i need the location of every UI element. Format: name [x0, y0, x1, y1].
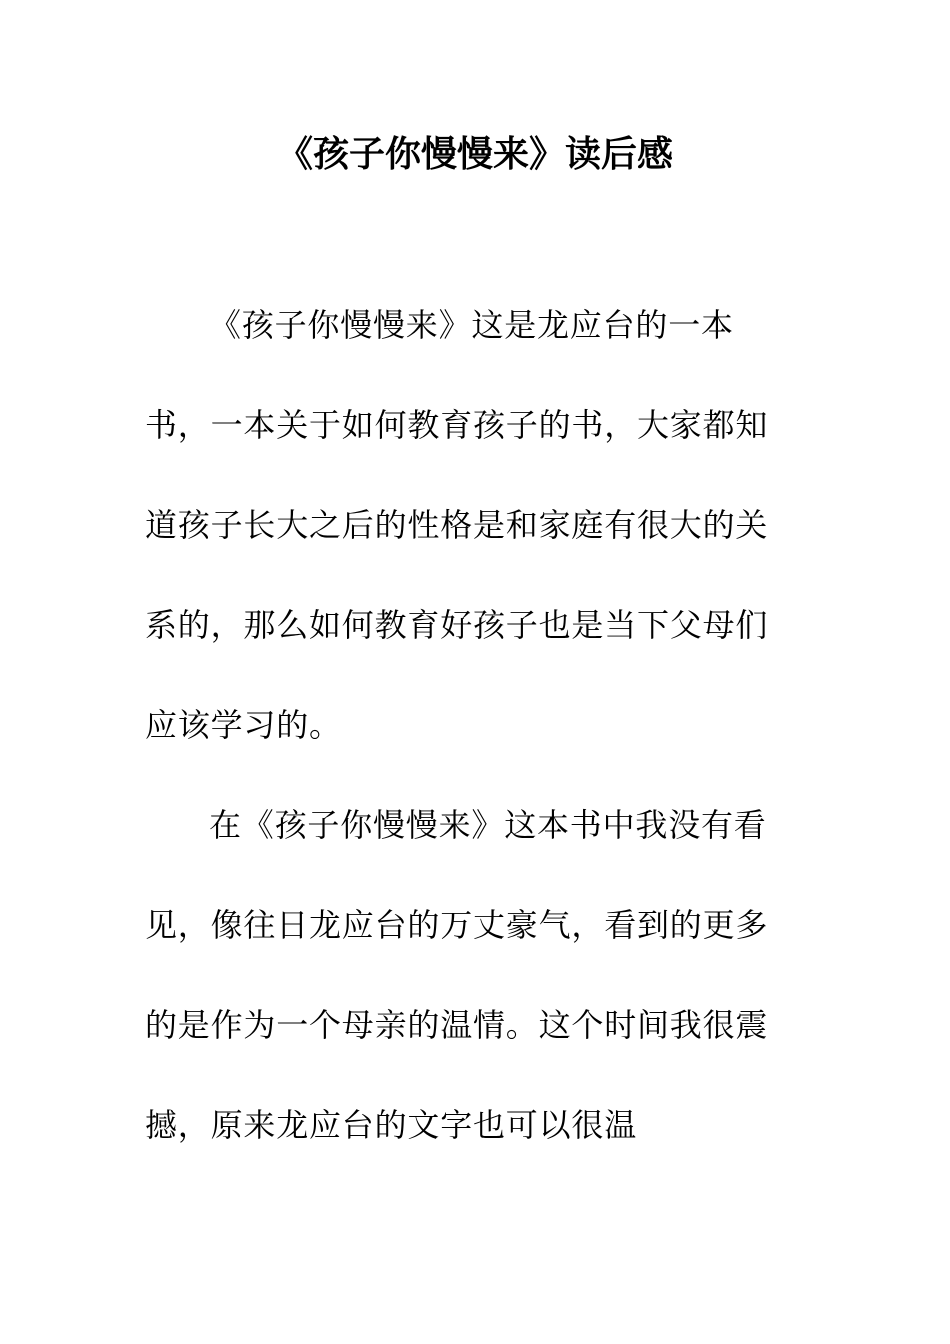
- paragraph: 《孩子你慢慢来》这是龙应台的一本书，一本关于如何教育孩子的书，大家都知道孩子长大之后的性格是和家庭有很大的关系的，那么如何教育好孩子也是当下父母们应该学习的。: [145, 306, 769, 744]
- paragraph-2-container: [145, 775, 785, 1175]
- document-title: 《孩子你慢慢来》读后感: [276, 133, 673, 175]
- paragraph-1-container: [145, 275, 785, 775]
- paragraph: 在《孩子你慢慢来》这本书中我没有看见，像往日龙应台的万丈豪气，看到的更多的是作为一个母亲的温情。这个时间我很震撼，原来龙应台的文字也可以很温: [145, 806, 769, 1144]
